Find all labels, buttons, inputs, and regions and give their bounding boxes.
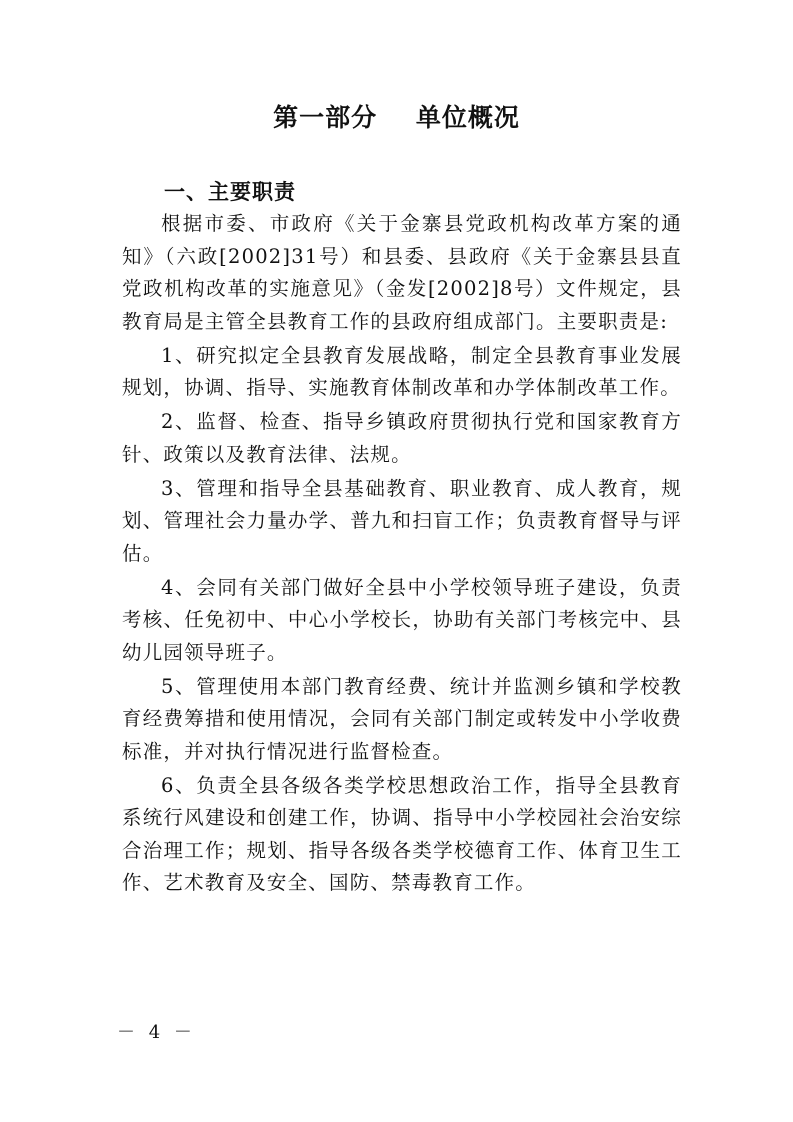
page-number: － 4 － bbox=[117, 1022, 196, 1043]
paragraph-duty-2: 2、监督、检查、指导乡镇政府贯彻执行党和国家教育方针、政策以及教育法律、法规。 bbox=[122, 410, 682, 466]
document-body bbox=[122, 208, 682, 901]
paragraph-intro: 根据市委、市政府《关于金寨县党政机构改革方案的通知》（六政[2002]31号）和县委、县政府《关于金寨县县直党政机构改革的实施意见》（金发[2002]8号）文件规定，县教育局是主管全县教育工作的县政府组成部门。主要职责是: bbox=[122, 212, 682, 333]
page-title: 第一部分 单位概况 bbox=[273, 103, 520, 132]
section-heading: 一、主要职责 bbox=[164, 180, 296, 204]
paragraph-duty-4: 4、会同有关部门做好全县中小学校领导班子建设，负责考核、任免初中、中心小学校长，协助有关部门考核完中、县幼儿园领导班子。 bbox=[122, 575, 682, 664]
paragraph-duty-1: 1、研究拟定全县教育发展战略，制定全县教育事业发展规划，协调、指导、实施教育体制改革和办学体制改革工作。 bbox=[122, 343, 682, 399]
paragraph-duty-5: 5、管理使用本部门教育经费、统计并监测乡镇和学校教育经费筹措和使用情况，会同有关部门制定或转发中小学收费标准，并对执行情况进行监督检查。 bbox=[122, 674, 682, 763]
paragraph-duty-6: 6、负责全县各级各类学校思想政治工作，指导全县教育系统行风建设和创建工作，协调、指导中小学校园社会治安综合治理工作；规划、指导各级各类学校德育工作、体育卫生工作、艺术教育及安全、国防、禁毒教育工作。 bbox=[122, 773, 682, 894]
paragraph-duty-3: 3、管理和指导全县基础教育、职业教育、成人教育，规划、管理社会力量办学、普九和扫盲工作；负责教育督导与评估。 bbox=[122, 476, 682, 565]
